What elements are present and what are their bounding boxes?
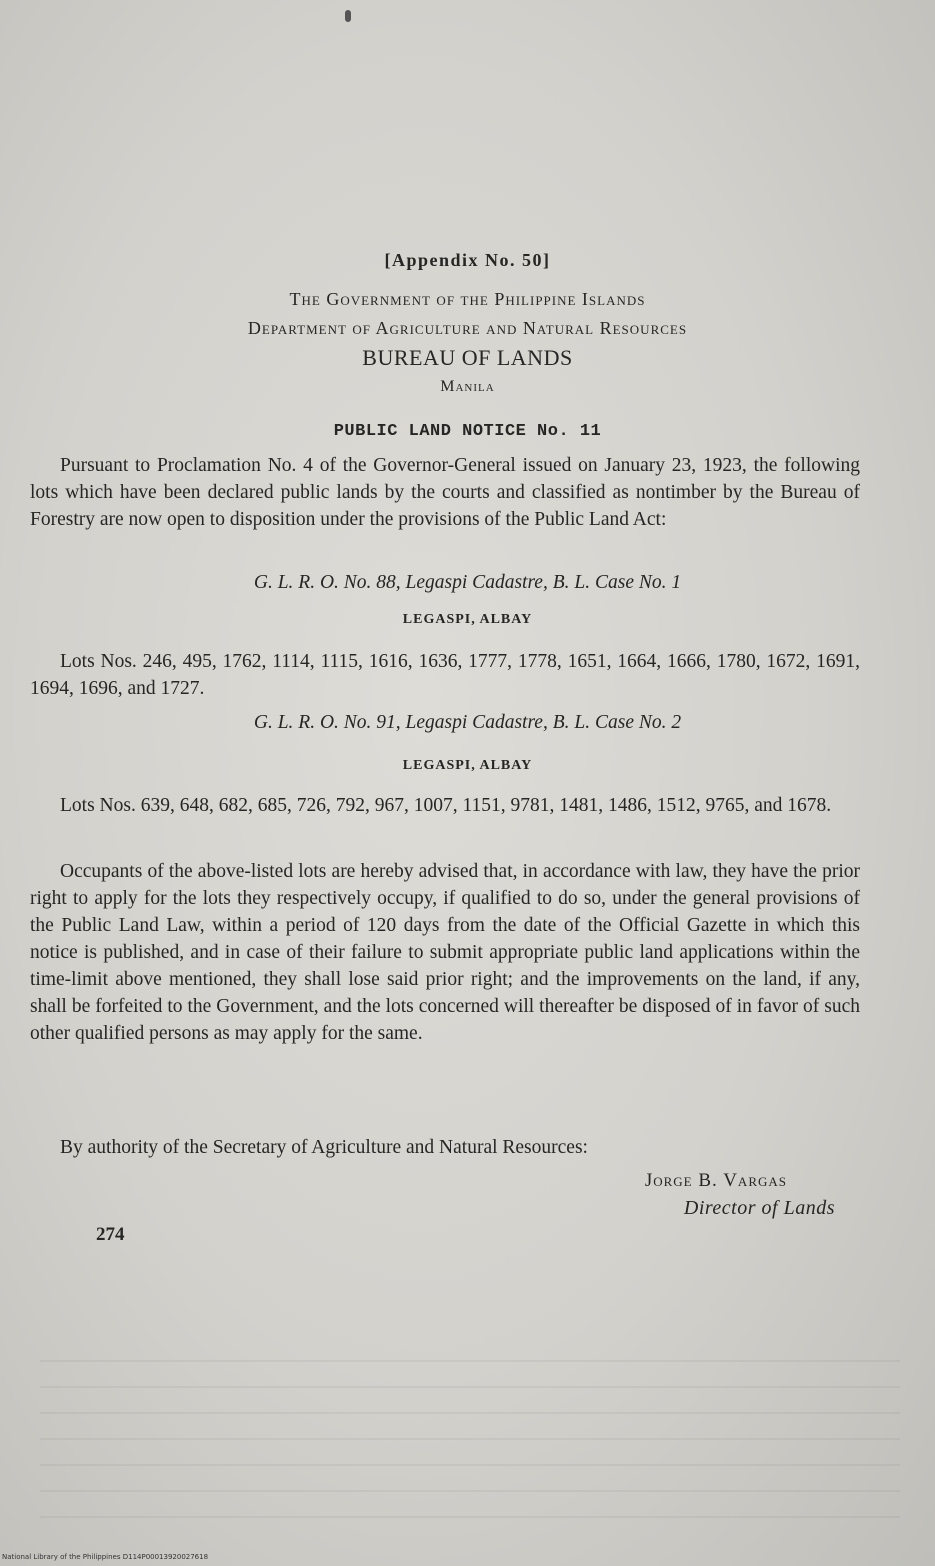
government-heading: The Government of the Philippine Islands	[289, 289, 646, 309]
section-heading-1: G. L. R. O. No. 88, Legaspi Cadastre, B. L. Case No. 1	[253, 572, 682, 593]
appendix-label: [Appendix No. 50]	[384, 250, 551, 270]
signer-name: Jorge B. Vargas	[644, 1170, 787, 1191]
authority-line: By authority of the Secretary of Agriculture and Natural Resources:	[60, 1137, 588, 1158]
dust-speck	[345, 10, 351, 22]
bureau-heading: BUREAU OF LANDS	[362, 345, 573, 370]
section-place-1: LEGASPI, ALBAY	[402, 612, 533, 627]
notice-title: PUBLIC LAND NOTICE No. 11	[333, 422, 602, 441]
section-place-2: LEGASPI, ALBAY	[402, 758, 533, 773]
section-lots-1: Lots Nos. 246, 495, 1762, 1114, 1115, 1616, 1636, 1777, 1778, 1651, 1664, 1666, 1780, 1672, 1691, 1694, 1696, and 1727.	[30, 651, 860, 699]
section-heading-2: G. L. R. O. No. 91, Legaspi Cadastre, B. L. Case No. 2	[253, 712, 682, 733]
city-heading: Manila	[440, 378, 495, 395]
section-lots-2: Lots Nos. 639, 648, 682, 685, 726, 792, 967, 1007, 1151, 9781, 1481, 1486, 1512, 9765, and 1678.	[60, 795, 832, 816]
bleed-through-texture	[40, 1360, 900, 1520]
occupants-paragraph: Occupants of the above-listed lots are hereby advised that, in accordance with law, they have the prior right to apply for the lots they respectively occupy, if qualified to do so, under the general provisions of the Public Land Law, within a period of 120 days from the date of the Official Gazette in which this notice is published, and in case of their failure to submit appropriate public land applications within the time-limit above mentioned, they shall lose said prior right; and the improvements on the land, if any, shall be forfeited to the Government, and the lots concerned will thereafter be disposed of in favor of such other qualified persons as may apply for the same.	[30, 861, 860, 1044]
intro-paragraph: Pursuant to Proclamation No. 4 of the Governor-General issued on January 23, 1923, the following lots which have been declared public lands by the courts and classified as nontimber by the Bureau of Forestry are now open to disposition under the provisions of the Public Land Act:	[30, 455, 860, 530]
scan-footer: National Library of the Philippines D114P00013920027618	[2, 1553, 209, 1561]
page-number: 274	[96, 1224, 125, 1245]
signer-title: Director of Lands	[683, 1197, 835, 1219]
department-heading: Department of Agriculture and Natural Resources	[247, 318, 688, 338]
